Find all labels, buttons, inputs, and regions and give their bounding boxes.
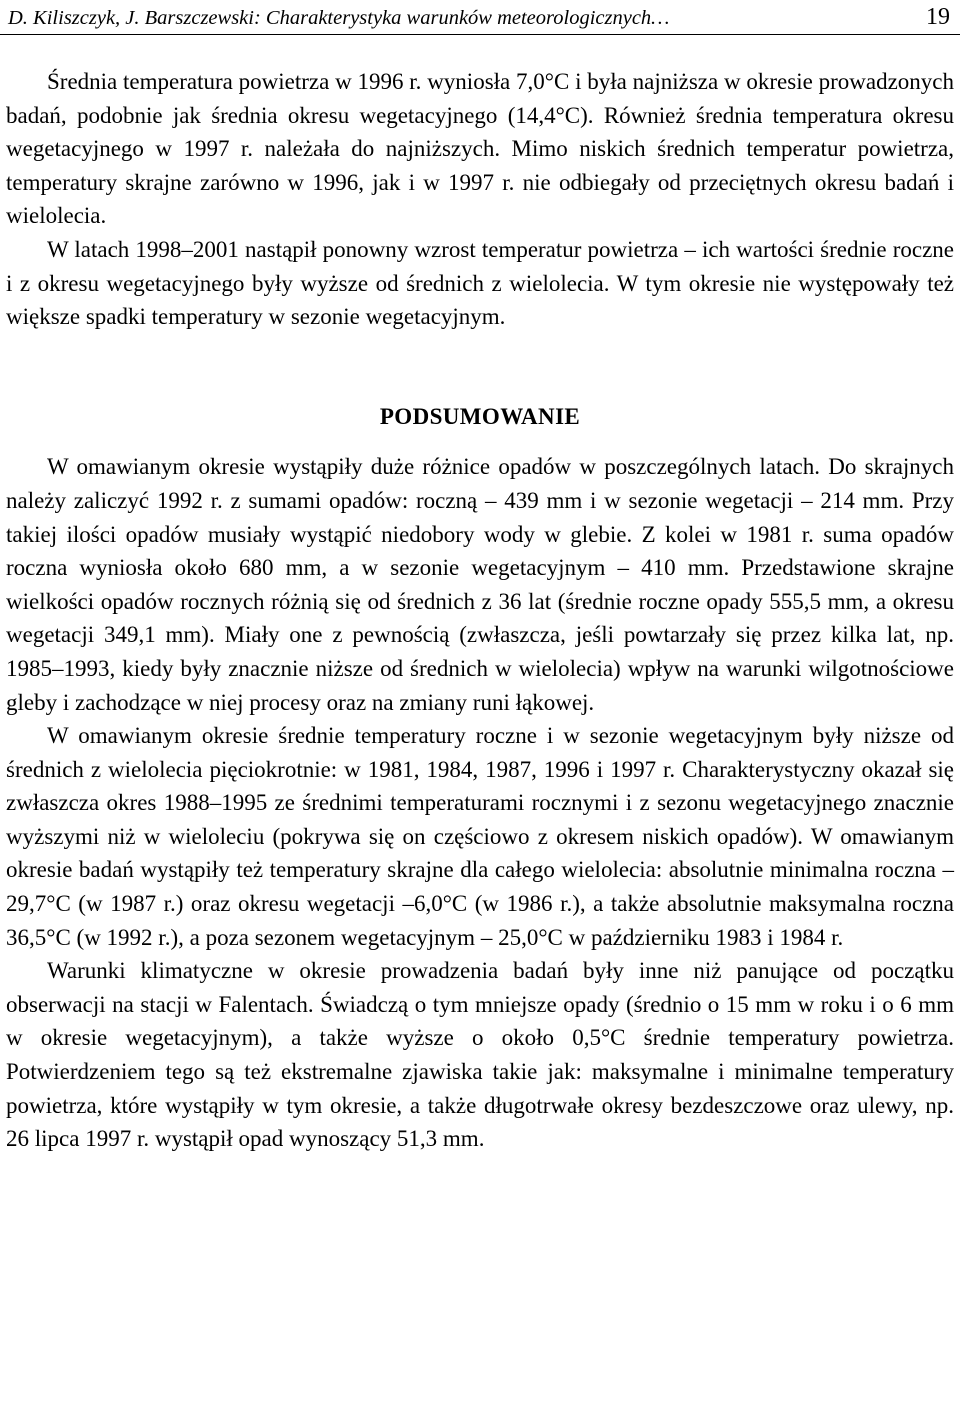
paragraph-summary-climate: Warunki klimatyczne w okresie prowadzenia badań były inne niż panujące od początku obserwacji na stacji w Falentach. Świadczą o tym mniejsze opady (średnio o 15 mm w roku i o 6 mm w okresie wegetacyjnym), a także wyższe o około 0,5°C średnie temperatury powietrza. Potwierdzeniem tego są też ekstremalne zjawiska takie jak: maksymalne i minimalne temperatury powietrza, które wystąpiły w tym okresie, a także długotrwałe okresy bezdeszczowe oraz ulewy, np. 26 lipca 1997 r. wystąpił opad wynoszący 51,3 mm. xyxy=(6,958,954,1152)
paragraph-summary-temperature: W omawianym okresie średnie temperatury roczne i w sezonie wegetacyjnym były niższe od średnich z wielolecia pięciokrotnie: w 1981, 1984, 1987, 1996 i 1997 r. Charakterystyczny okazał się zwłaszcza okres 1988–1995 ze średnimi temperaturami rocznymi i z sezonu wegetacyjnego znacznie wyższymi niż w wieloleciu (pokrywa się on częściowo z okresem niskich opadów). W omawianym okresie badań wystąpiły też temperatury skrajne dla całego wielolecia: absolutnie minimalna roczna –29,7°C (w 1987 r.) oraz okresu wegetacji –6,0°C (w 1986 r.), a także absolutnie maksymalna roczna 36,5°C (w 1992 r.), a poza sezonem wegetacyjnym – 25,0°C w październiku 1983 i 1984 r. xyxy=(6,723,954,950)
section-heading-summary: PODSUMOWANIE xyxy=(379,403,581,429)
running-header xyxy=(0,4,960,35)
running-title: D. Kiliszczyk, J. Barszczewski: Charakterystyka warunków meteorologicznych… xyxy=(8,7,670,29)
page-number: 19 xyxy=(926,4,950,30)
paragraph-temperature-1998-2001: W latach 1998–2001 nastąpił ponowny wzrost temperatur powietrza – ich wartości średnie roczne i z okresu wegetacyjnego były wyższe od średnich z wielolecia. W tym okresie nie występowały też większe spadki temperatury w sezonie wegetacyjnym. xyxy=(6,236,954,330)
article-body xyxy=(6,65,954,1156)
paragraph-temperature-1996-1997: Średnia temperatura powietrza w 1996 r. wyniosła 7,0°C i była najniższa w okresie prowadzonych badań, podobnie jak średnia okresu wegetacyjnego (14,4°C). Również średnia temperatura okresu wegetacyjnego w 1997 r. należała do najniższych. Mimo niskich średnich temperatur powietrza, temperatury skrajne zarówno w 1996, jak i w 1997 r. nie odbiegały od przeciętnych okresu badań i wielolecia. xyxy=(6,69,954,229)
paragraph-summary-precipitation: W omawianym okresie wystąpiły duże różnice opadów w poszczególnych latach. Do skrajnych należy zaliczyć 1992 r. z sumami opadów: roczną – 439 mm i w sezonie wegetacji – 214 mm. Przy takiej ilości opadów musiały wystąpić niedobory wody w glebie. Z kolei w 1981 r. suma opadów roczna wyniosła około 680 mm, a w sezonie wegetacyjnym – 410 mm. Przedstawione skrajne wielkości opadów rocznych różnią się od średnich z 36 lat (średnie roczne opady 555,5 mm, a okresu wegetacji 349,1 mm). Miały one z pewnością (zwłaszcza, jeśli powtarzały się przez kilka lat, np. 1985–1993, kiedy były znacznie niższe od średnich w wielolecia) wpływ na warunki wilgotnościowe gleby i zachodzące w niej procesy oraz na zmiany runi łąkowej. xyxy=(6,454,954,715)
